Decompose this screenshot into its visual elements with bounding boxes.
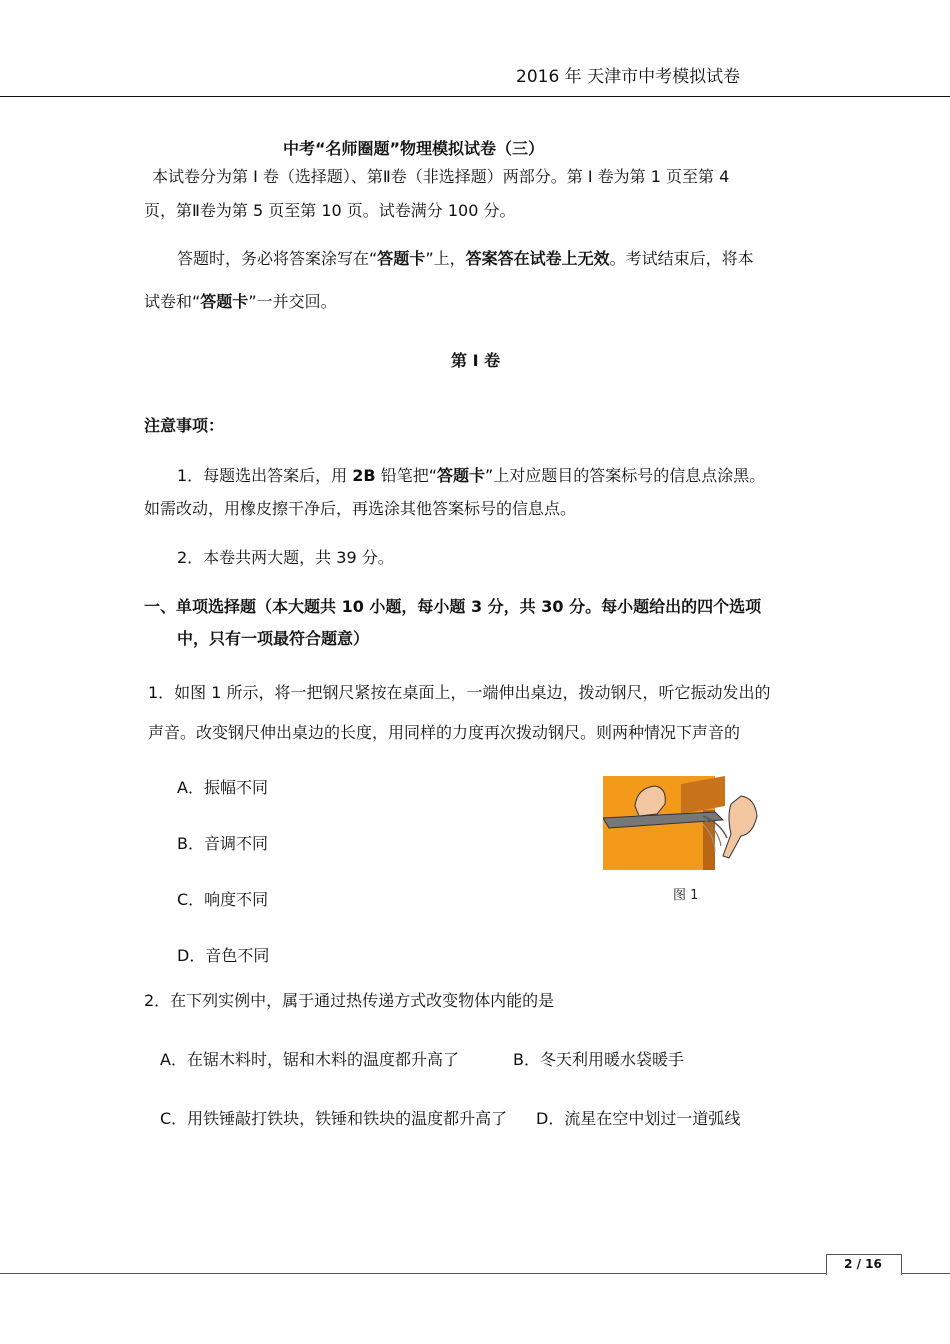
q2-option-a: A．在锯木料时，锯和木料的温度都升高了	[160, 1050, 459, 1069]
figure-1-illustration	[603, 776, 771, 870]
notice1-c: 铅笔把“	[375, 466, 437, 485]
intro-line-1: 本试卷分为第 I 卷（选择题）、第Ⅱ卷（非选择题）两部分。第 I 卷为第 1 页至第 4	[152, 167, 730, 186]
q1-option-d: D．音色不同	[177, 946, 270, 965]
intro-line-2: 页，第Ⅱ卷为第 5 页至第 10 页。试卷满分 100 分。	[144, 201, 516, 220]
footer-rule	[0, 1273, 950, 1274]
q2-option-b: B．冬天利用暖水袋暖手	[513, 1050, 684, 1069]
exam-title: 中考“名师圈题”物理模拟试卷（三）	[283, 139, 545, 158]
header-title: 2016 年 天津市中考模拟试卷	[516, 67, 741, 87]
figure-1-caption: 图 1	[673, 888, 699, 903]
q1-option-b: B．音调不同	[177, 834, 268, 853]
page-number: 2 / 16	[844, 1257, 882, 1271]
answer-card-term-3: 答题卡	[437, 466, 486, 485]
q1-option-a: A．振幅不同	[177, 778, 268, 797]
answer-card-term-2: 答题卡	[200, 292, 249, 311]
notice-1-line-1	[177, 463, 765, 486]
q1-stem-line-2: 声音。改变钢尺伸出桌边的长度，用同样的力度再次拨动钢尺。则两种情况下声音的	[148, 723, 741, 742]
answer-instruction-line-1	[177, 246, 754, 269]
q2-option-d: D．流星在空中划过一道弧线	[536, 1109, 741, 1128]
answer-card-term: 答题卡	[377, 249, 426, 268]
notice-2: 2．本卷共两大题，共 39 分。	[177, 548, 394, 567]
q1-stem-line-1: 1．如图 1 所示，将一把钢尺紧按在桌面上，一端伸出桌边，拨动钢尺，听它振动发出的	[148, 683, 771, 702]
q1-option-c: C．响度不同	[177, 890, 269, 909]
pencil-grade: 2B	[352, 466, 376, 485]
q2-option-c: C．用铁锤敲打铁块，铁锤和铁块的温度都升高了	[160, 1109, 508, 1128]
answer-text-c: ”上，	[425, 249, 466, 268]
q2-stem: 2．在下列实例中，属于通过热传递方式改变物体内能的是	[144, 991, 555, 1010]
answer2-text-c: ”一并交回。	[248, 292, 337, 311]
answer-text-e: 。考试结束后，将本	[609, 249, 754, 268]
answer-text-a: 答题时，务必将答案涂写在“	[177, 249, 378, 268]
answer2-text-a: 试卷和“	[144, 292, 201, 311]
notice-1-line-2: 如需改动，用橡皮擦干净后，再选涂其他答案标号的信息点。	[144, 499, 577, 518]
answer-instruction-line-2	[144, 289, 337, 312]
notice1-e: ”上对应题目的答案标号的信息点涂黑。	[485, 466, 766, 485]
header-rule	[0, 96, 950, 97]
part-one-heading-line-1: 一、单项选择题（本大题共 10 小题，每小题 3 分，共 30 分。每小题给出的四个选项	[144, 597, 762, 616]
section-title: 第 I 卷	[451, 351, 501, 370]
notice-title: 注意事项：	[144, 416, 225, 435]
invalid-warning: 答案答在试卷上无效	[465, 249, 610, 268]
part-one-heading-line-2: 中，只有一项最符合题意）	[177, 629, 370, 648]
notice1-a: 1．每题选出答案后，用	[177, 466, 353, 485]
